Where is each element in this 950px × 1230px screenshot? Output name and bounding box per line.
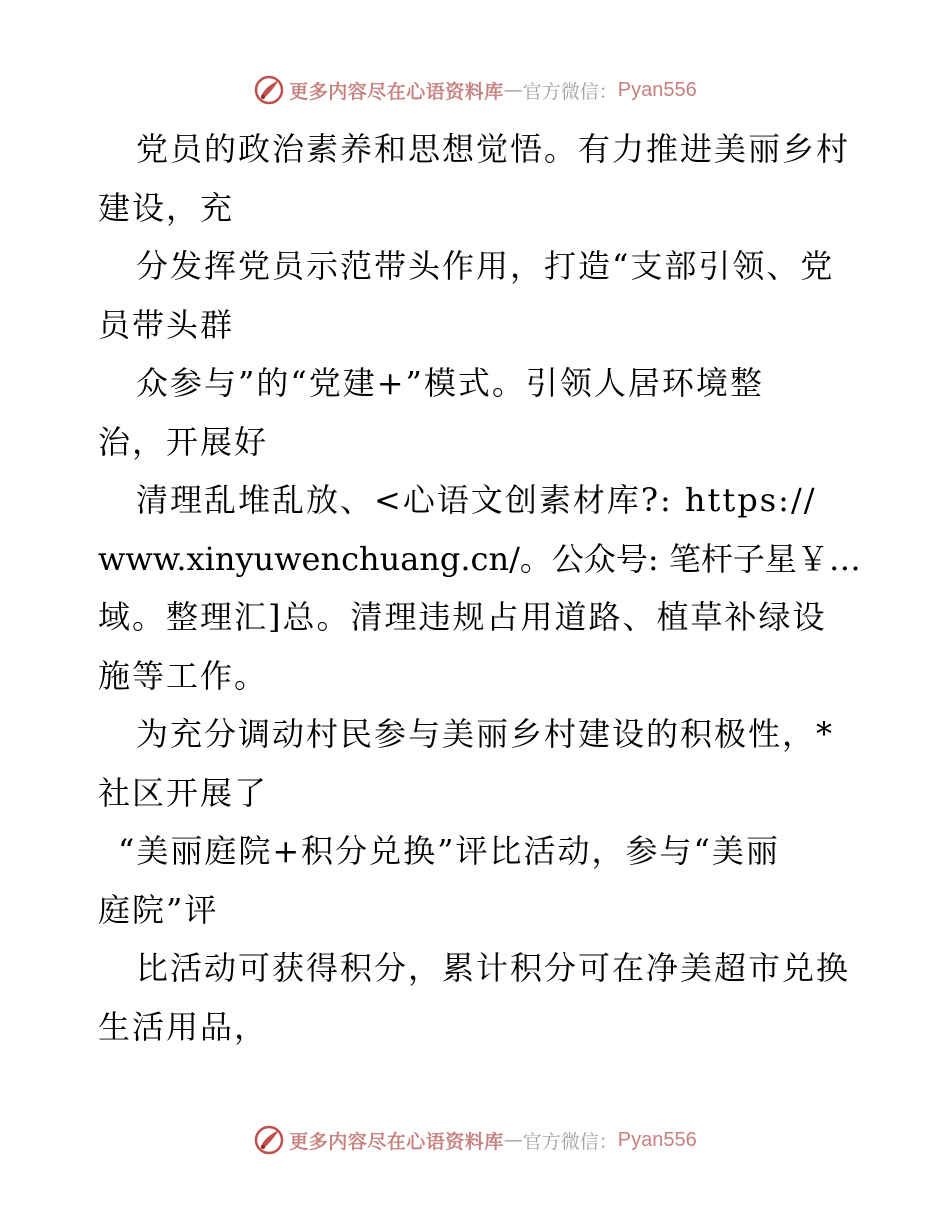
banner-main-text: 更多内容尽在心语资料库 [289,80,504,103]
banner-main-text: 更多内容尽在心语资料库 [289,1130,504,1153]
text-line: 施等工作。 [98,656,269,695]
banner-contact-label: 官方微信： [522,80,618,103]
document-body [98,120,861,1056]
text-line: 域。整理汇]总。清理违规占用道路、植草补绿设 [98,598,827,636]
banner-dash: — [503,1129,523,1151]
text-line: 庭院”评 [98,890,219,929]
text-line: “美丽庭院+积分兑换”评比活动，参与“美丽 [118,832,780,870]
text-line: 为充分调动村民参与美丽乡村建设的积极性，* [136,715,835,753]
text-line: 社区开展了 [98,773,269,812]
text-line: 众参与”的“党建+”模式。引领人居环境整 [136,364,764,402]
brush-logo-icon [253,1124,285,1156]
text-line: 分发挥党员示范带头作用，打造“支部引领、党 [136,247,835,285]
text-line: 治，开展好 [98,422,269,461]
text-line: 比活动可获得积分，累计积分可在净美超市兑换 [136,949,851,987]
banner-handle: Pyan556 [617,1128,697,1151]
text-line: 党员的政治素养和思想觉悟。有力推进美丽乡村 [136,130,851,168]
footer-banner [0,1122,950,1158]
banner-handle: Pyan556 [617,78,697,101]
text-line: www.xinyuwenchuang.cn/。公众号: 笔杆子星￥… [98,539,861,578]
header-banner [0,72,950,108]
text-line: 员带头群 [98,305,235,344]
brush-logo-icon [253,74,285,106]
text-line: 生活用品， [98,1007,269,1046]
text-line: 清理乱堆乱放、<心语文创素材库?: https:// [136,481,817,519]
banner-contact-label: 官方微信： [522,1130,618,1153]
banner-dash: — [503,79,523,101]
text-line: 建设，充 [98,188,235,227]
